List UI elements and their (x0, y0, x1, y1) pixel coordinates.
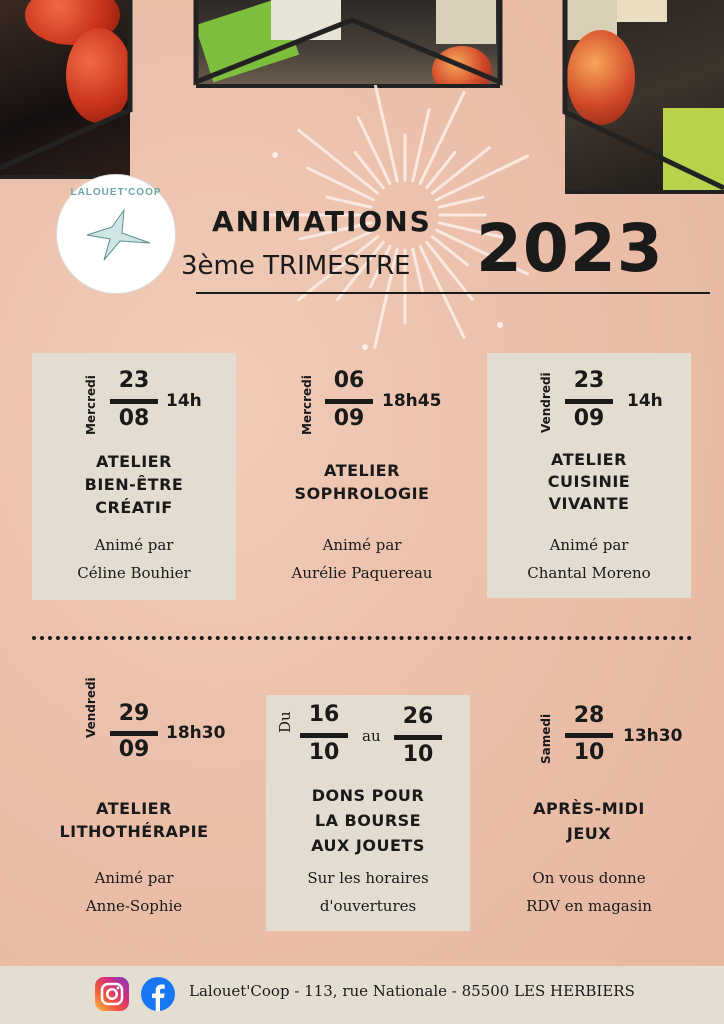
instagram-icon[interactable] (95, 977, 129, 1011)
event-card (487, 353, 691, 598)
title-underline (196, 292, 710, 294)
roof-edge-left (0, 0, 130, 168)
event-host-line: Aurélie Paquereau (291, 564, 433, 582)
event-weekday: Vendredi (84, 677, 98, 738)
event-title (266, 783, 470, 858)
roof-edge-center (196, 0, 500, 82)
event-host (260, 531, 464, 587)
event-title-line: LITHOTHÉRAPIE (59, 822, 209, 841)
event-host (487, 864, 691, 920)
sunburst-ray (308, 168, 374, 200)
sunburst-ray (375, 85, 397, 181)
event-title (487, 449, 691, 515)
event-card (260, 353, 464, 600)
event-title-line: JEUX (566, 824, 612, 843)
poster-title: ANIMATIONS (212, 205, 432, 238)
event-from-label: Du (276, 711, 294, 733)
sunburst-ray (439, 197, 483, 207)
event-title-line: ATELIER (96, 799, 172, 818)
event-title (32, 797, 236, 843)
event-host-line: Céline Bouhier (77, 564, 191, 582)
event-title-line: DONS POUR (311, 786, 425, 805)
section-divider (32, 636, 692, 640)
event-day: 16 (308, 702, 340, 727)
event-day-end: 26 (402, 704, 434, 729)
event-card (266, 695, 470, 931)
event-card (487, 690, 691, 930)
event-host-line: RDV en magasin (526, 897, 652, 915)
event-weekday: Mercredi (300, 375, 314, 435)
date-divider (565, 399, 613, 404)
event-month: 08 (118, 406, 150, 431)
event-card (32, 677, 236, 930)
event-title-line: ATELIER (96, 452, 172, 471)
date-divider (110, 399, 158, 404)
event-day: 23 (118, 368, 150, 393)
date-divider (110, 731, 158, 736)
poster-year: 2023 (476, 210, 664, 287)
event-to-label: au (362, 727, 381, 745)
event-host-line: Animé par (549, 536, 629, 554)
event-title-line: AUX JOUETS (311, 836, 425, 855)
sunburst-ray (413, 249, 423, 293)
logo-text: LALOUET'COOP (70, 187, 162, 198)
event-title-line: CRÉATIF (95, 498, 173, 517)
event-time: 18h30 (166, 723, 226, 743)
event-title-line: SOPHROLOGIE (294, 484, 430, 503)
event-host-line: Animé par (94, 536, 174, 554)
date-divider (325, 399, 373, 404)
event-weekday: Samedi (539, 713, 553, 764)
event-host (266, 864, 470, 920)
lalouet-coop-logo (57, 175, 175, 293)
event-title-line: LA BOURSE (314, 811, 422, 830)
event-day: 28 (573, 703, 605, 728)
facebook-icon[interactable] (141, 977, 175, 1011)
event-host-line: On vous donne (532, 869, 646, 887)
event-title-line: CUISINIE (547, 472, 631, 491)
event-weekday: Mercredi (84, 375, 98, 435)
origami-bird-icon (82, 205, 152, 265)
event-month: 09 (118, 737, 150, 762)
footer-address: Lalouet'Coop - 113, rue Nationale - 85500 LES HERBIERS (189, 982, 635, 1000)
event-title-line: VIVANTE (548, 494, 630, 513)
event-title-line: ATELIER (551, 450, 627, 469)
event-time: 14h (627, 391, 663, 411)
event-time: 13h30 (623, 726, 683, 746)
event-time: 14h (166, 391, 202, 411)
event-month: 10 (308, 740, 340, 765)
event-host-line: Anne-Sophie (85, 897, 183, 915)
roof-edge-right (565, 0, 724, 188)
event-host-line: Animé par (94, 869, 174, 887)
event-month: 10 (573, 740, 605, 765)
event-month: 09 (573, 406, 605, 431)
event-day: 23 (573, 368, 605, 393)
date-divider (394, 735, 442, 740)
event-title (487, 796, 691, 846)
event-title (32, 450, 236, 519)
event-host (487, 531, 691, 587)
event-title-line: ATELIER (324, 461, 400, 480)
event-host-line: Sur les horaires (307, 869, 429, 887)
event-host-line: Chantal Moreno (527, 564, 651, 582)
event-day: 06 (333, 368, 365, 393)
event-title-line: APRÈS-MIDI (533, 799, 645, 818)
event-host-line: d'ouvertures (319, 897, 417, 915)
event-month: 09 (333, 406, 365, 431)
date-divider (565, 733, 613, 738)
event-card (32, 353, 236, 600)
date-divider (300, 733, 348, 738)
event-host (32, 864, 236, 920)
event-day: 29 (118, 701, 150, 726)
event-time: 18h45 (382, 391, 442, 411)
event-host (32, 531, 236, 587)
event-month-end: 10 (402, 742, 434, 767)
event-weekday: Vendredi (539, 372, 553, 433)
event-title (260, 459, 464, 505)
poster-subtitle: 3ème TRIMESTRE (181, 251, 411, 281)
event-title-line: BIEN-ÊTRE (84, 475, 184, 494)
event-host-line: Animé par (322, 536, 402, 554)
